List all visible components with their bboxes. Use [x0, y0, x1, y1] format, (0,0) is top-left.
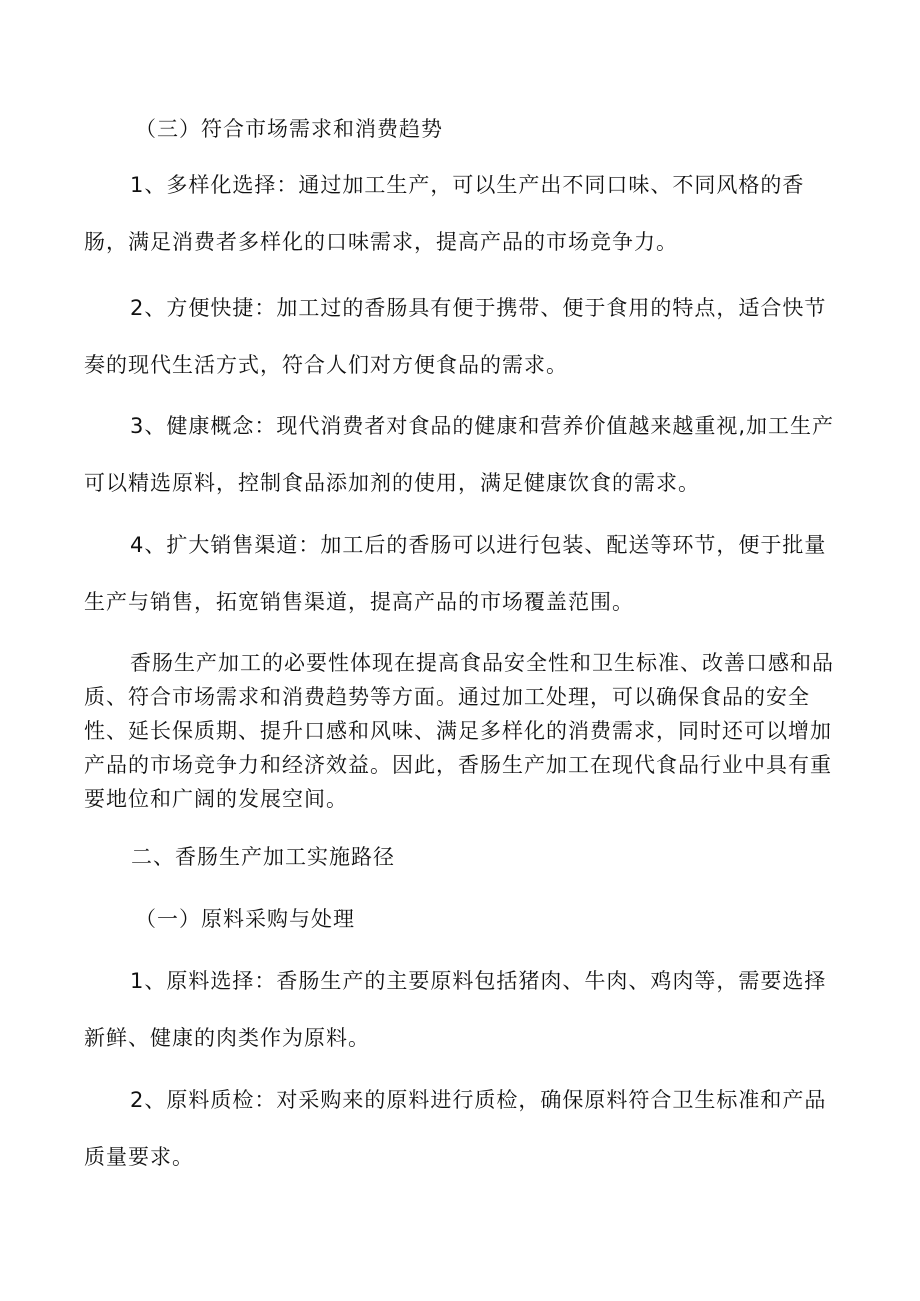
subheading-market-demand: （三）符合市场需求和消费趋势 [135, 117, 443, 141]
subheading-raw-material-procurement: （一）原料采购与处理 [135, 907, 355, 931]
paragraph-diverse-choice: 1、多样化选择：通过加工生产，可以生产出不同口味、不同风格的香肠，满足消费者多样化的口味需求，提高产品的市场竞争力。 [84, 173, 805, 254]
paragraph-sales-channels: 4、扩大销售渠道：加工后的香肠可以进行包装、配送等环节，便于批量生产与销售，拓宽销售渠道，提高产品的市场覆盖范围。 [84, 533, 827, 614]
paragraph-summary: 香肠生产加工的必要性体现在提高食品安全性和卫生标准、改善口感和品质、符合市场需求和消费趋势等方面。通过加工处理，可以确保食品的安全性、延长保质期、提升口感和风味、满足多样化的消费需求，同时还可以增加产品的市场竞争力和经济效益。因此，香肠生产加工在现代食品行业中具有重要地位和广阔的发展空间。 [84, 651, 834, 811]
paragraph-raw-material-inspection: 2、原料质检：对采购来的原料进行质检，确保原料符合卫生标准和产品质量要求。 [84, 1088, 827, 1169]
paragraph-convenience: 2、方便快捷：加工过的香肠具有便于携带、便于食用的特点，适合快节奏的现代生活方式，符合人们对方便食品的需求。 [84, 296, 827, 377]
paragraph-raw-material-selection: 1、原料选择：香肠生产的主要原料包括猪肉、牛肉、鸡肉等，需要选择新鲜、健康的肉类作为原料。 [84, 969, 827, 1050]
section-heading-implementation-path: 二、香肠生产加工实施路径 [131, 845, 395, 869]
paragraph-health-concept: 3、健康概念：现代消费者对食品的健康和营养价值越来越重视,加工生产可以精选原料，控制食品添加剂的使用，满足健康饮食的需求。 [84, 414, 835, 495]
